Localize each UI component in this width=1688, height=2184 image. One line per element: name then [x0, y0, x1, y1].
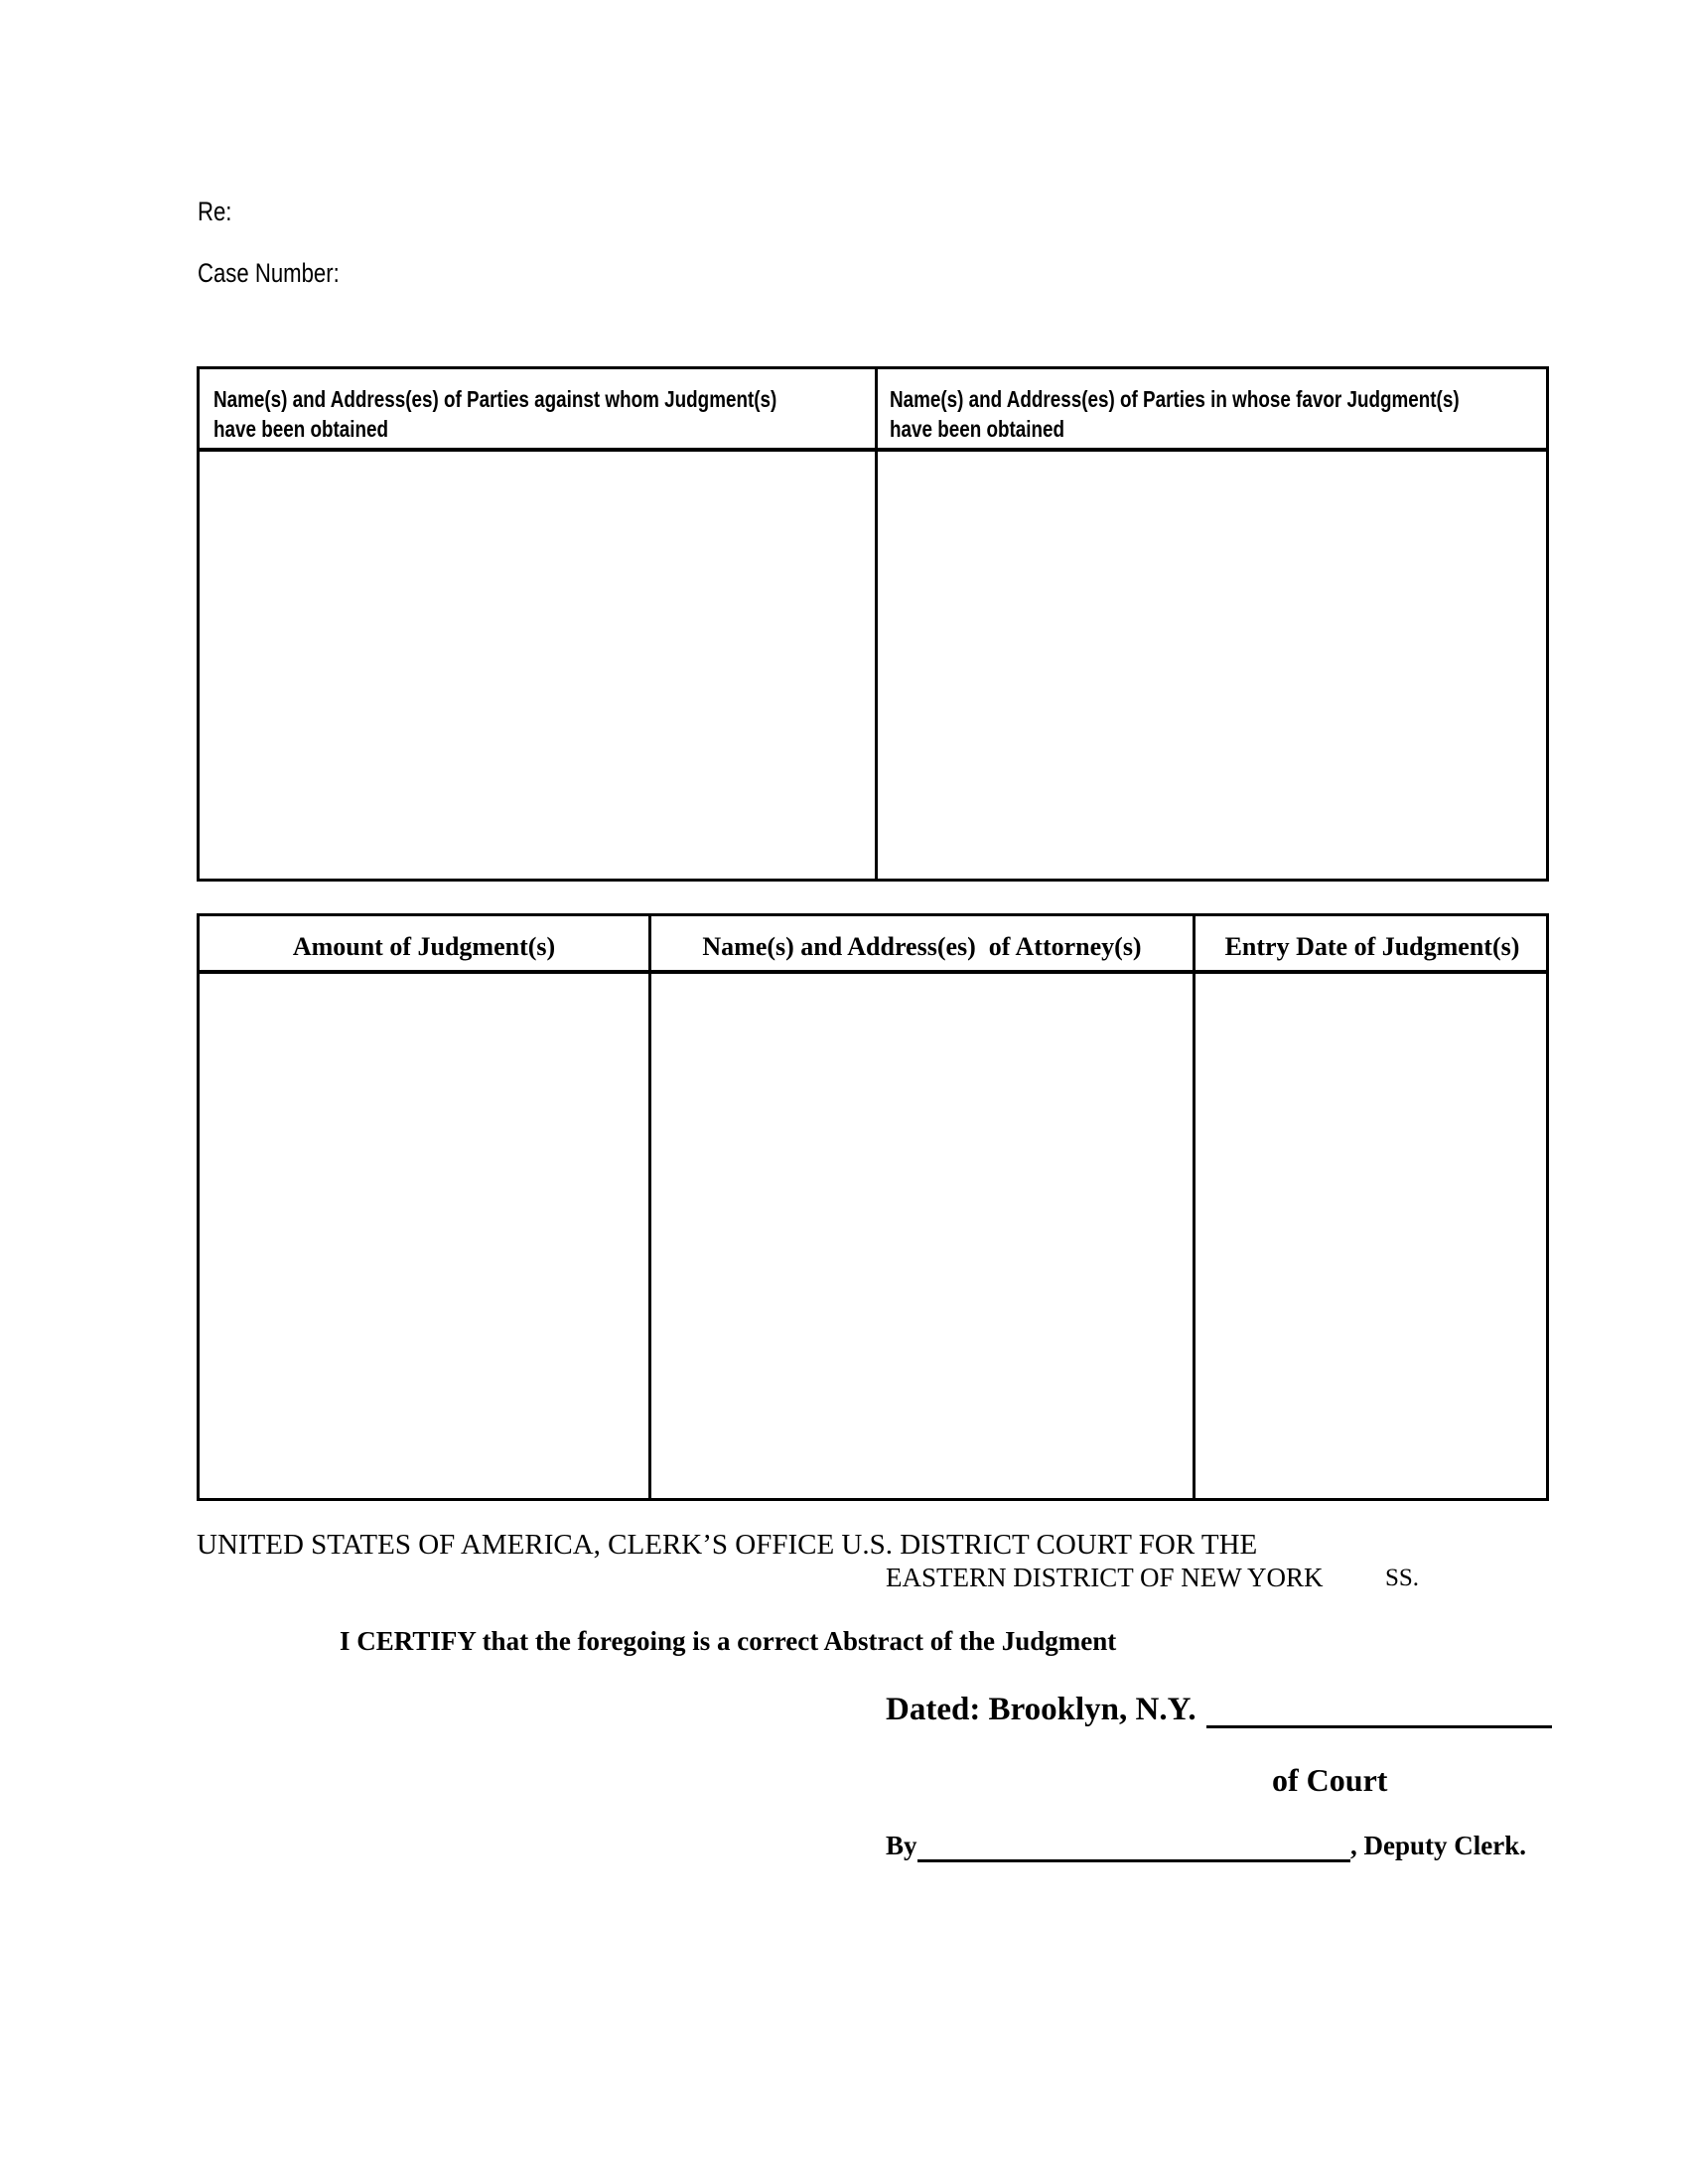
deputy-clerk-label: , Deputy Clerk.: [1350, 1831, 1526, 1860]
date-signature-line[interactable]: [1206, 1725, 1552, 1728]
parties-against-field[interactable]: [200, 452, 875, 879]
parties-in-favor-field[interactable]: [878, 452, 1546, 879]
header-parties-against: Name(s) and Address(es) of Parties against whom Judgment(s) have been obtained: [213, 386, 777, 442]
header-attorney: Name(s) and Address(es) of Attorney(s): [702, 932, 1142, 961]
by-label: By: [886, 1831, 917, 1860]
deputy-signature-line[interactable]: [917, 1859, 1350, 1862]
parties-table: [197, 366, 1549, 882]
certification-line1: UNITED STATES OF AMERICA, CLERK’S OFFICE U.S. DISTRICT COURT FOR THE: [197, 1529, 1258, 1561]
dated-label: Dated: Brooklyn, N.Y.: [886, 1692, 1196, 1727]
header-parties-in-favor: Name(s) and Address(es) of Parties in whose favor Judgment(s) have been obtained: [890, 386, 1460, 442]
certification-line2: EASTERN DISTRICT OF NEW YORK: [886, 1563, 1324, 1592]
entry-date-field[interactable]: [1196, 974, 1546, 1498]
judgment-table: [197, 913, 1549, 1501]
case-number-label: Case Number:: [198, 258, 340, 288]
certify-statement: I CERTIFY that the foregoing is a correct Abstract of the Judgment: [340, 1626, 1117, 1656]
ss-label: SS.: [1385, 1565, 1420, 1591]
amount-field[interactable]: [200, 974, 648, 1498]
attorney-field[interactable]: [651, 974, 1193, 1498]
header-entry-date: Entry Date of Judgment(s): [1224, 932, 1520, 961]
of-court-label: of Court: [1272, 1762, 1388, 1798]
re-label: Re:: [198, 197, 232, 226]
header-amount: Amount of Judgment(s): [292, 932, 556, 961]
